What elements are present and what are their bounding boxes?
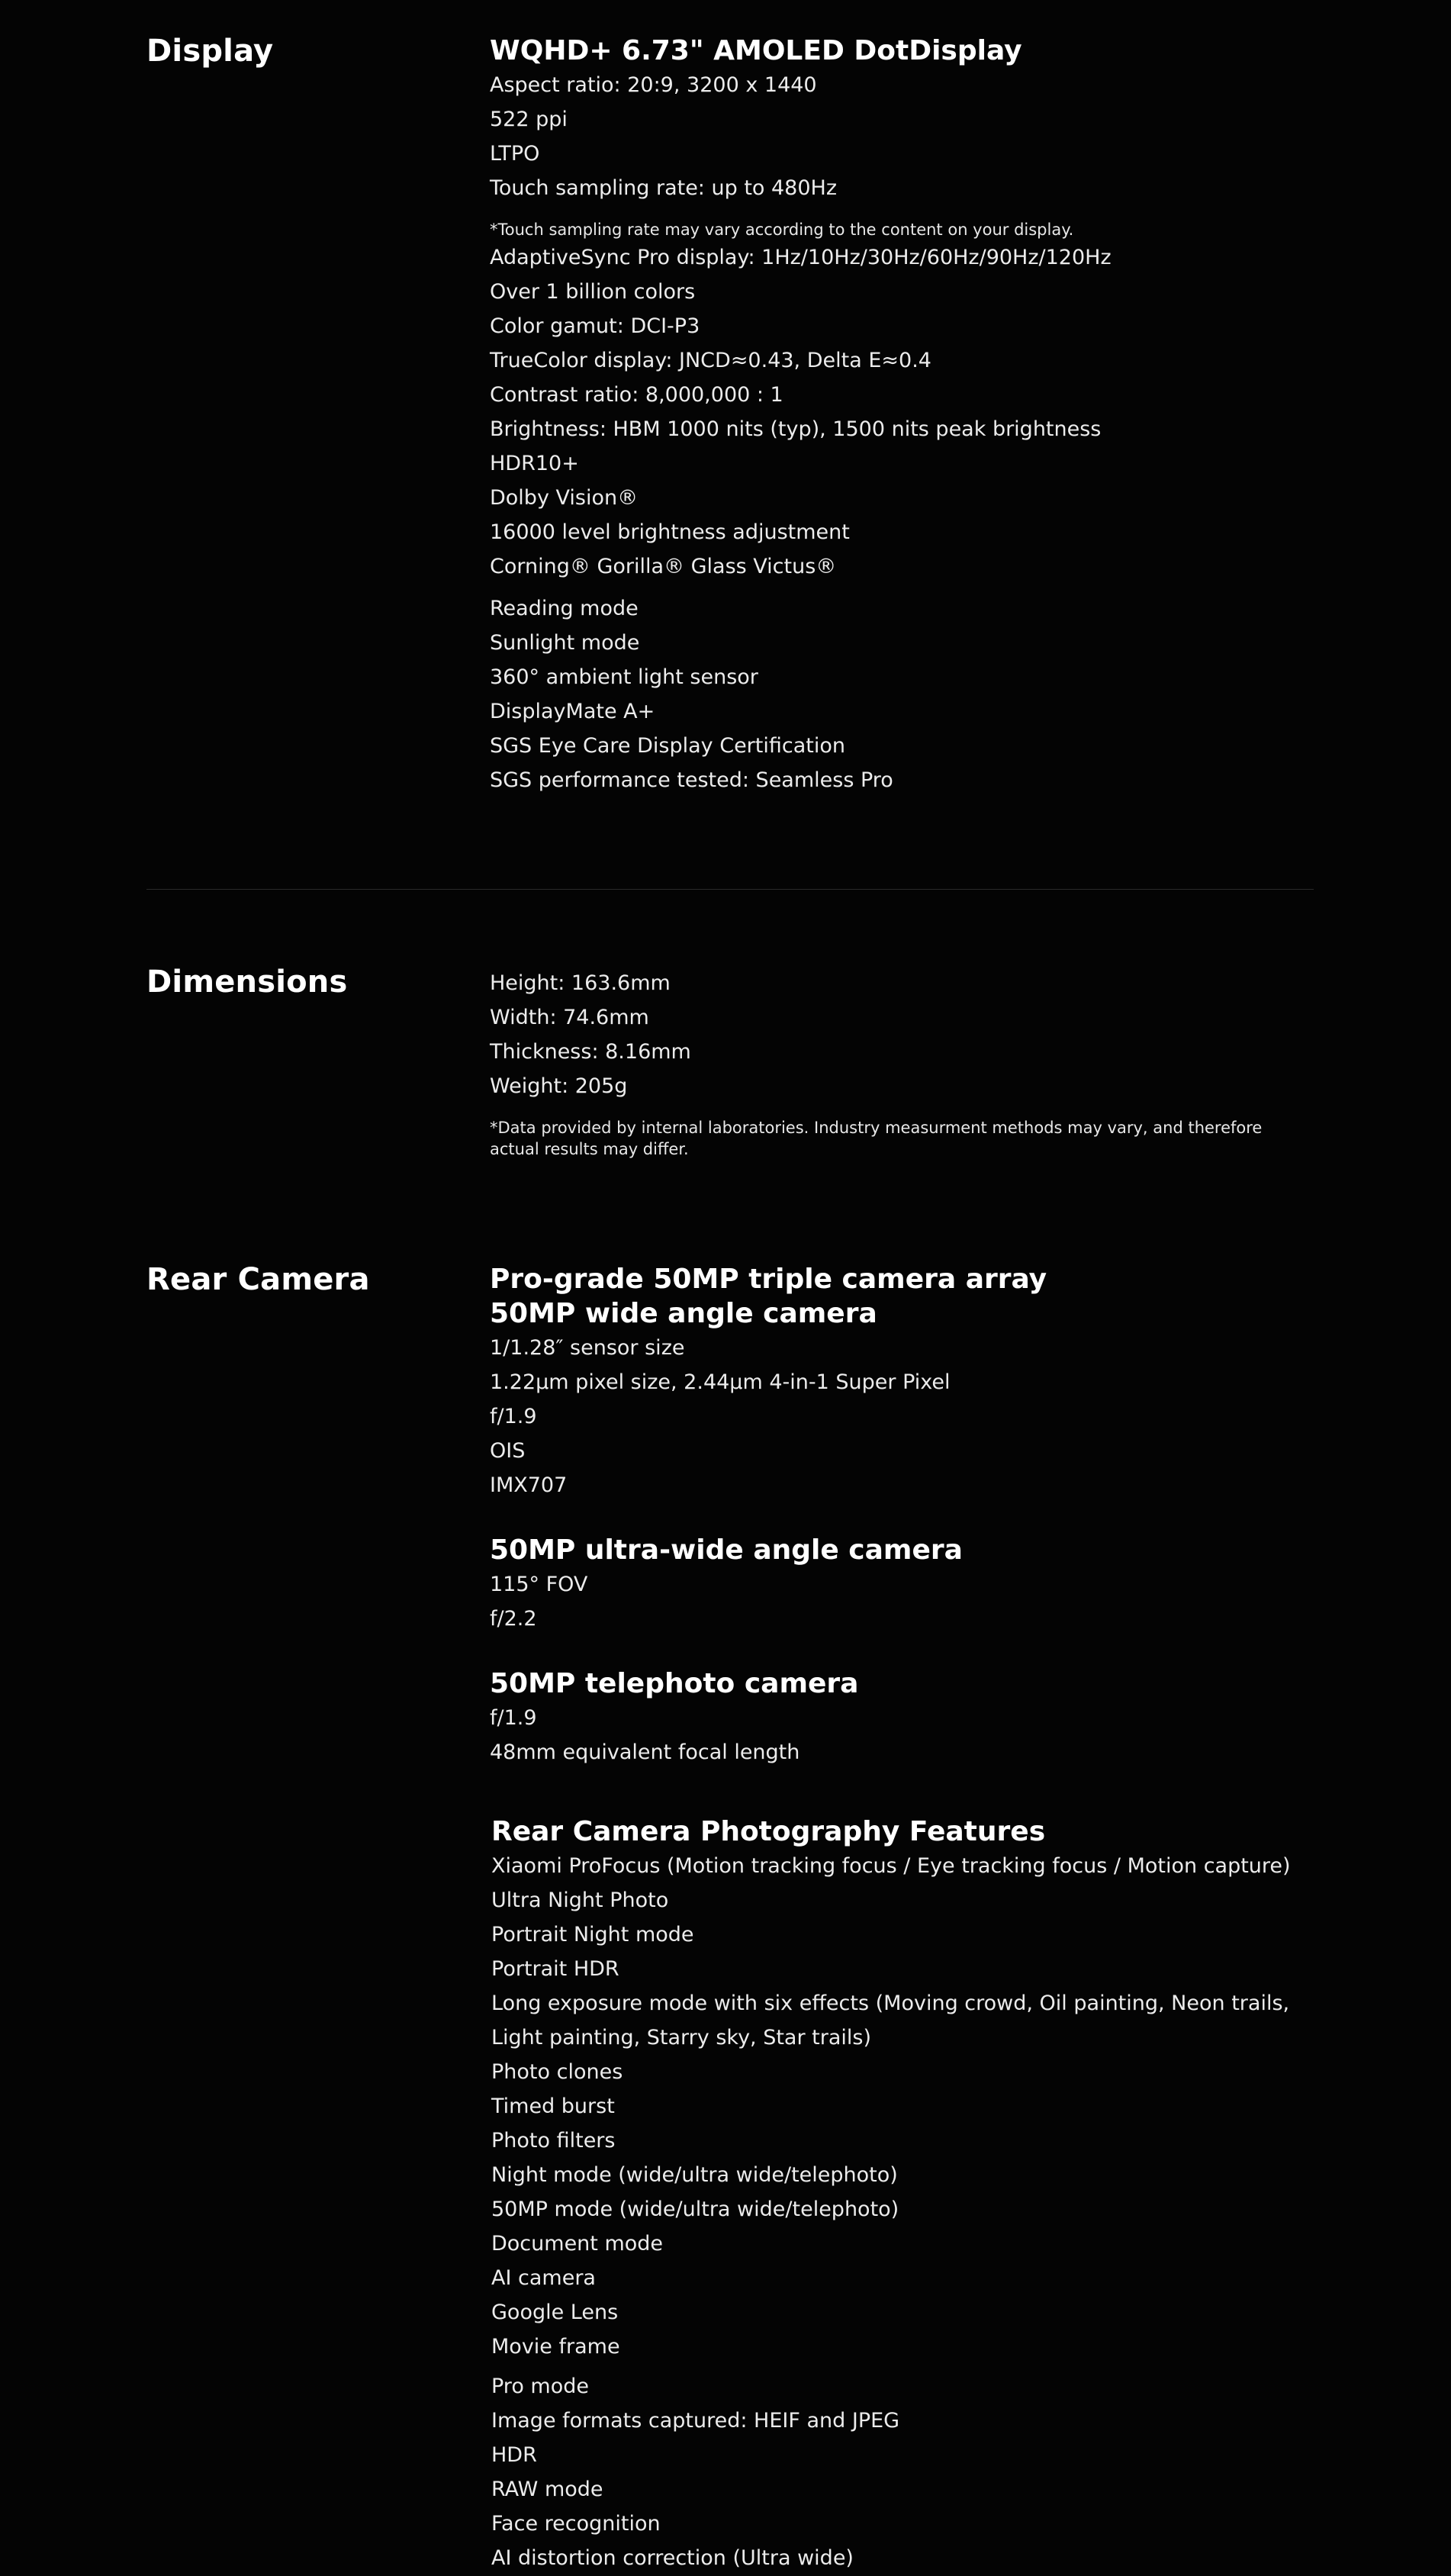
spec-line: 1/1.28″ sensor size	[490, 1336, 685, 1360]
spec-line: Over 1 billion colors	[490, 280, 696, 304]
camera-features-list-a	[491, 1849, 1315, 2364]
spec-line: LTPO	[490, 142, 540, 166]
section-divider	[146, 889, 1314, 890]
spec-line: Reading mode	[490, 597, 639, 620]
spec-line: AI distortion correction (Ultra wide)	[491, 2546, 854, 2570]
display-heading: WQHD+ 6.73" AMOLED DotDisplay	[490, 35, 1022, 66]
telephoto-camera-heading: 50MP telephoto camera	[490, 1668, 859, 1699]
camera-array-heading: Pro-grade 50MP triple camera array	[490, 1264, 1047, 1295]
spec-line: SGS Eye Care Display Certification	[490, 734, 845, 758]
display-spec-block	[490, 34, 1314, 797]
ultrawide-camera-heading: 50MP ultra-wide angle camera	[490, 1534, 963, 1566]
spec-line: Brightness: HBM 1000 nits (typ), 1500 nits peak brightness	[490, 417, 1102, 441]
rear-camera-section-title: Rear Camera	[146, 1262, 370, 1297]
display-spec-list-a	[490, 68, 1314, 205]
spec-line: IMX707	[490, 1473, 568, 1497]
spec-line: 48mm equivalent focal length	[490, 1740, 800, 1764]
spec-line: Corning® Gorilla® Glass Victus®	[490, 555, 837, 578]
spec-line: Google Lens	[491, 2301, 619, 2324]
spec-line: f/1.9	[490, 1706, 537, 1730]
spec-line: Photo filters	[491, 2129, 616, 2153]
spec-line: 115° FOV	[490, 1573, 588, 1596]
spec-line: Aspect ratio: 20:9, 3200 x 1440	[490, 73, 817, 97]
spec-line: Portrait Night mode	[491, 1923, 694, 1946]
spec-line: 50MP mode (wide/ultra wide/telephoto)	[491, 2198, 899, 2221]
spec-line: Width: 74.6mm	[490, 1006, 649, 1029]
camera-features-block	[491, 1814, 1315, 2575]
camera-features-heading: Rear Camera Photography Features	[491, 1816, 1046, 1847]
spec-line: 1.22μm pixel size, 2.44μm 4-in-1 Super Pixel	[490, 1370, 951, 1394]
spec-line: AdaptiveSync Pro display: 1Hz/10Hz/30Hz/60Hz/90Hz/120Hz	[490, 246, 1112, 269]
spec-line: Face recognition	[491, 2512, 661, 2536]
spec-line: RAW mode	[491, 2478, 603, 2501]
spec-line: Movie frame	[491, 2335, 620, 2359]
spec-line: Thickness: 8.16mm	[490, 1040, 691, 1064]
spec-line: DisplayMate A+	[490, 700, 655, 723]
spec-line: Xiaomi ProFocus (Motion tracking focus / Eye tracking focus / Motion capture)	[491, 1854, 1291, 1878]
spec-line: Photo clones	[491, 2060, 623, 2084]
spec-line: Pro mode	[491, 2375, 589, 2398]
dimensions-section-title: Dimensions	[146, 964, 348, 1000]
spec-line: Height: 163.6mm	[490, 971, 671, 995]
dimensions-spec-block	[490, 966, 1314, 1160]
display-spec-list-b	[490, 240, 1314, 584]
spec-line: Dolby Vision®	[490, 486, 639, 510]
spec-line: Long exposure mode with six effects (Moving crowd, Oil painting, Neon trails, Light painting, Starry sky, Star trails)	[491, 1992, 1290, 2050]
spec-line: 16000 level brightness adjustment	[490, 520, 850, 544]
dimensions-footnote: *Data provided by internal laboratories. Industry measurment methods may vary, and therefore actual results may differ.	[490, 1119, 1263, 1158]
spec-line: SGS performance tested: Seamless Pro	[490, 768, 893, 792]
spec-line: TrueColor display: JNCD≈0.43, Delta E≈0.4	[490, 349, 931, 372]
spec-line: Color gamut: DCI-P3	[490, 314, 700, 338]
wide-camera-heading: 50MP wide angle camera	[490, 1298, 877, 1329]
spec-line: HDR10+	[490, 452, 579, 475]
camera-features-list-b	[491, 2369, 1315, 2575]
rear-camera-spec-block	[490, 1262, 1314, 1769]
display-section-title: Display	[146, 34, 274, 69]
spec-line: Document mode	[491, 2232, 664, 2256]
spec-line: Portrait HDR	[491, 1957, 619, 1981]
spec-line: OIS	[490, 1439, 526, 1463]
spec-line: Timed burst	[491, 2095, 615, 2118]
spec-line: Ultra Night Photo	[491, 1889, 669, 1912]
spec-line: f/2.2	[490, 1607, 537, 1631]
display-footnote: *Touch sampling rate may vary according to the content on your display.	[490, 221, 1074, 239]
spec-line: Contrast ratio: 8,000,000 : 1	[490, 383, 783, 407]
spec-line: Touch sampling rate: up to 480Hz	[490, 176, 838, 200]
spec-line: 360° ambient light sensor	[490, 665, 758, 689]
spec-line: f/1.9	[490, 1405, 537, 1428]
spec-line: AI camera	[491, 2266, 596, 2290]
spec-line: Image formats captured: HEIF and JPEG	[491, 2409, 900, 2433]
spec-line: HDR	[491, 2443, 537, 2467]
spec-line: Sunlight mode	[490, 631, 640, 655]
display-spec-list-c	[490, 591, 1314, 797]
spec-line: 522 ppi	[490, 108, 568, 131]
spec-line: Weight: 205g	[490, 1074, 628, 1098]
spec-line: Night mode (wide/ultra wide/telephoto)	[491, 2163, 898, 2187]
